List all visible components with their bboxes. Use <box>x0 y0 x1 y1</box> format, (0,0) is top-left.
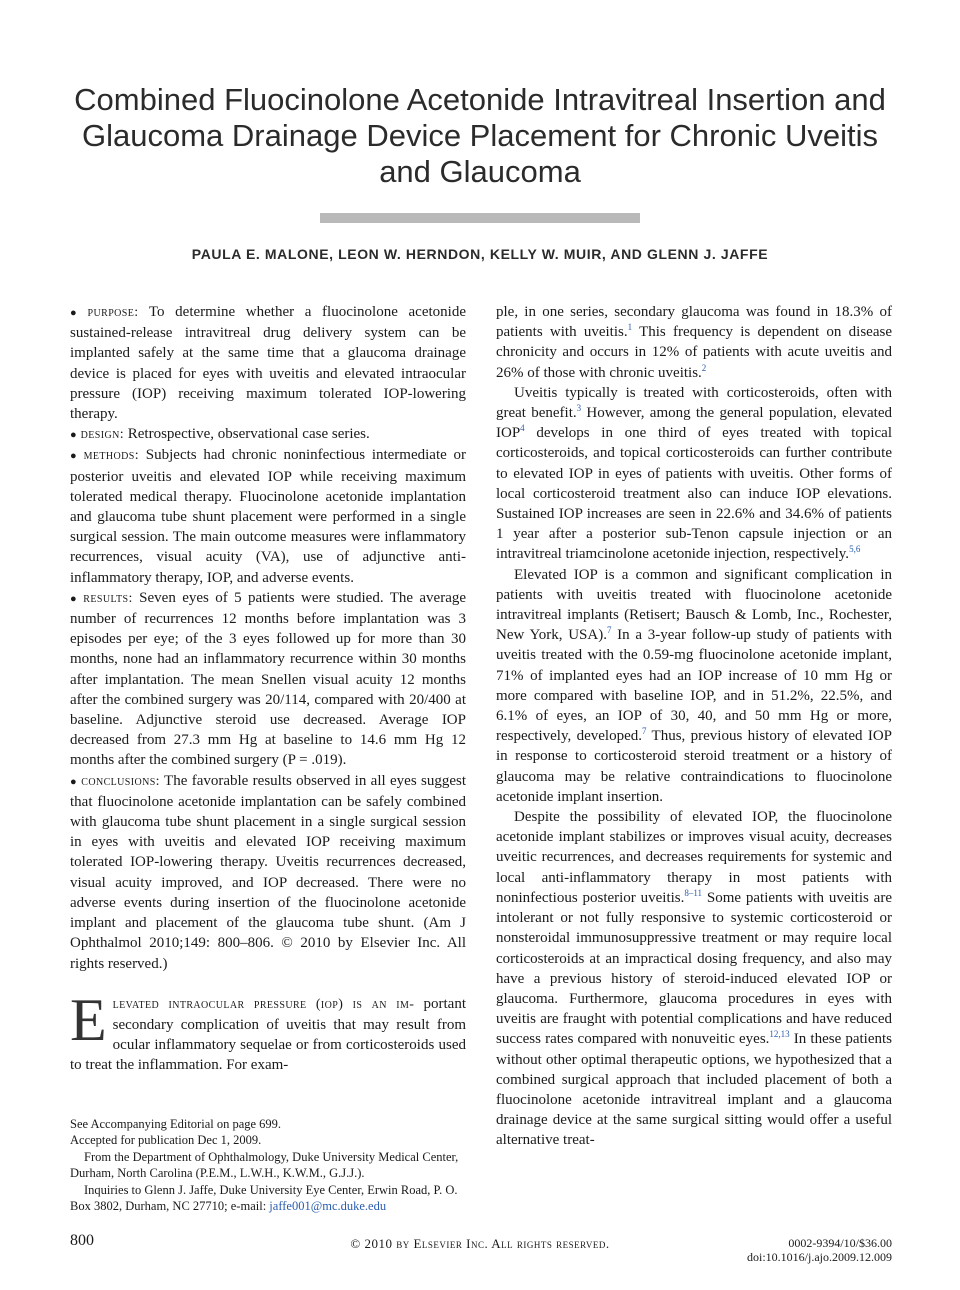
author-list: PAULA E. MALONE, LEON W. HERNDON, KELLY W. MUIR, AND GLENN J. JAFFE <box>191 246 769 262</box>
abstract-results: ● results: Seven eyes of 5 patients were studied. The average number of recurrences 12 months before implantation was 3 episodes per eye; of the 3 eyes followed up for more than 30 months, none had an inflammatory recurrence within 30 months after implantation. The mean Snellen visual acuity 12 months after the combined surgery was 20/114, compared with 20/400 at baseline. Adjunctive steroid use decreased. Average IOP decreased from 27.3 mm Hg at baseline to 14.6 mm Hg 12 months after the combined surgery (P = .019). <box>70 589 467 769</box>
right-column <box>496 302 892 1151</box>
abstract <box>70 302 466 974</box>
abstract-conclusions: ● conclusions: The favorable results observed in all eyes suggest that fluocinolone acetonide implantation can be safely combined with glaucoma tube shunt placement in a single surgical session in eyes with uveitis and elevated IOP receiving maximum tolerated IOP-lowering therapy. Uveitis recurrences decreased, visual acuity improved, and IOP decreased. There were no adverse events during insertion of the fluocinolone acetonide implant and placement of the glaucoma tube shunt. (Am J Ophthalmol 2010;149: 800–806. © 2010 by Elsevier Inc. All rights reserved.) <box>70 772 467 972</box>
bullet-icon: ● <box>70 592 80 605</box>
left-column <box>70 302 466 1076</box>
citation-ref[interactable]: 5,6 <box>849 544 861 555</box>
body-paragraph: Elevated IOP is a common and significant complication in patients with uveitis treated with fluocinolone acetonide intravitreal implants (Retisert; Bausch & Lomb, Inc., Rochester, New York, USA).$^7$ In a 3-year follow-up study of patients with uveitis treated with the 0.59-mg fluocinolone acetonide implant, 71% of implanted eyes had an IOP increase of 10 mm Hg or more compared with baseline IOP, and in 51.2%, 22.5%, and 6.1% of eyes, an IOP of 30, 40, and 50 mm Hg or more, respectively, developed.$^7$ Thus, previous history of elevated IOP in response to corticosteroid steroid treatment or a history of glaucoma may be relative contraindications to fluocinolone acetonide implant insertion. <box>496 566 892 805</box>
abstract-purpose: ● purpose: To determine whether a fluocinolone acetonide sustained-release intravitreal drug delivery system can be implanted safely at the same time that a glaucoma drainage device is placed for eyes with uveitis and elevated intraocular pressure (IOP) receiving maximum tolerated IOP-lowering therapy. <box>70 304 466 423</box>
body-paragraph: Uveitis typically is treated with corticosteroids, often with great benefit.$^3$ However, among the general population, elevated IOP$^4$ develops in one third of eyes treated with topical corticosteroids, and topical corticosteroids can further contribute to elevated IOP in eyes of patients with uveitis. Other forms of local corticosteroid treatment also can induce IOP elevations. Sustained IOP increases are seen in 22.6% and 34.6% of patients 1 year after a posterior sub-Tenon capsule injection or an intravitreal triamcinolone acetonide injection, respectively.$^{5,6}$ <box>496 384 892 563</box>
article-title: Combined Fluocinolone Acetonide Intravitreal Insertion and Glaucoma Drainage Device Placement for Chronic Uveitis and Glaucoma <box>74 82 886 189</box>
citation-ref[interactable]: 7 <box>606 625 612 636</box>
intro-paragraph: Elevated intraocular pressure (iop) is an im- portant secondary complication of uveitis that may result from ocular inflammatory sequelae or from corticosteroids used to treat the inflammation. For exam- <box>70 986 467 1074</box>
bullet-icon: ● <box>70 429 77 442</box>
citation-ref[interactable]: 12,13 <box>769 1029 790 1040</box>
bullet-icon: ● <box>70 450 80 463</box>
email-link[interactable]: jaffe001@mc.duke.edu <box>269 1199 387 1214</box>
citation-ref[interactable]: 4 <box>520 423 525 434</box>
citation-ref[interactable]: 3 <box>576 403 582 414</box>
page-number: 800 <box>70 1232 94 1249</box>
footnote: From the Department of Ophthalmology, Duke University Medical Center, Durham, North Carolina (P.E.M., L.W.H., K.W.M., G.J.J.). <box>70 1149 459 1181</box>
drop-cap: E <box>70 986 107 1053</box>
abstract-citation: (Am J Ophthalmol 2010;149: 800–806. © 2010 by Elsevier Inc. All rights reserved.) <box>70 915 467 972</box>
body-paragraph: Despite the possibility of elevated IOP, the fluocinolone acetonide implant stabilizes or improves visual acuity, decreases uveitic recurrences, and decreases requirements for systemic and local anti-inflammatory therapy in most patients with noninfectious posterior uveitis.$^{8-11}$ Some patients with uveitis are intolerant or not fully responsive to systemic corticosteroid or nonsteroidal immunosuppressive treatment or may require local corticosteroids at an impractical dosing frequency, and also may have a previous history of steroid-induced elevated IOP or glaucoma. Furthermore, glaucoma procedures in eyes with uveitis are fraught with potential complications and have reduced success rates compared with nonuveitic eyes.$^{12,13}$ In these patients without other optimal therapeutic options, we hypothesized that a combined surgical approach that included placement of both a fluocinolone acetonide intravitreal implant and a glaucoma drainage device at the same surgical sitting would offer a useful alternative treat- <box>496 809 892 1149</box>
doi[interactable]: doi:10.1016/j.ajo.2009.12.009 <box>747 1250 892 1264</box>
copyright-line: © 2010 by Elsevier Inc. All rights reserved. <box>350 1236 610 1251</box>
citation-ref[interactable]: 2 <box>701 362 707 373</box>
citation-ref[interactable]: 7 <box>641 726 647 737</box>
body-paragraph: ple, in one series, secondary glaucoma was found in 18.3% of patients with uveitis.$^1$ This frequency is dependent on disease chronicity and occurs in 12% of patients with acute uveitis and 26% of those with chronic uveitis.$^2$ <box>496 304 892 381</box>
footnotes <box>70 1116 466 1214</box>
bullet-icon: ● <box>70 307 84 319</box>
footnote: Inquiries to Glenn J. Jaffe, Duke University Eye Center, Erwin Road, P. O. Box 3802, Durham, NC 27710; e-mail: jaffe001@mc.duke.edu <box>70 1182 458 1214</box>
citation-ref[interactable]: 8–11 <box>684 887 703 898</box>
doi-block <box>747 1236 892 1264</box>
bullet-icon: ● <box>70 775 78 788</box>
footnote: Accepted for publication Dec 1, 2009. <box>70 1133 262 1148</box>
title-divider <box>320 213 640 223</box>
abstract-methods: ● methods: Subjects had chronic noninfectious intermediate or posterior uveitis and elevated IOP while receiving maximum tolerated medical therapy. Fluocinolone acetonide implantation and glaucoma tube shunt placement were performed in a single surgical session. The main outcome measures were inflammatory recurrences, visual acuity (VA), use of adjunctive anti-inflammatory therapy, IOP, and adverse events. <box>70 447 466 586</box>
footnote: See Accompanying Editorial on page 699. <box>70 1117 282 1131</box>
issn: 0002-9394/10/$36.00 <box>788 1236 892 1250</box>
abstract-design: ● design: Retrospective, observational case series. <box>70 426 370 443</box>
citation-ref[interactable]: 1 <box>627 322 633 333</box>
